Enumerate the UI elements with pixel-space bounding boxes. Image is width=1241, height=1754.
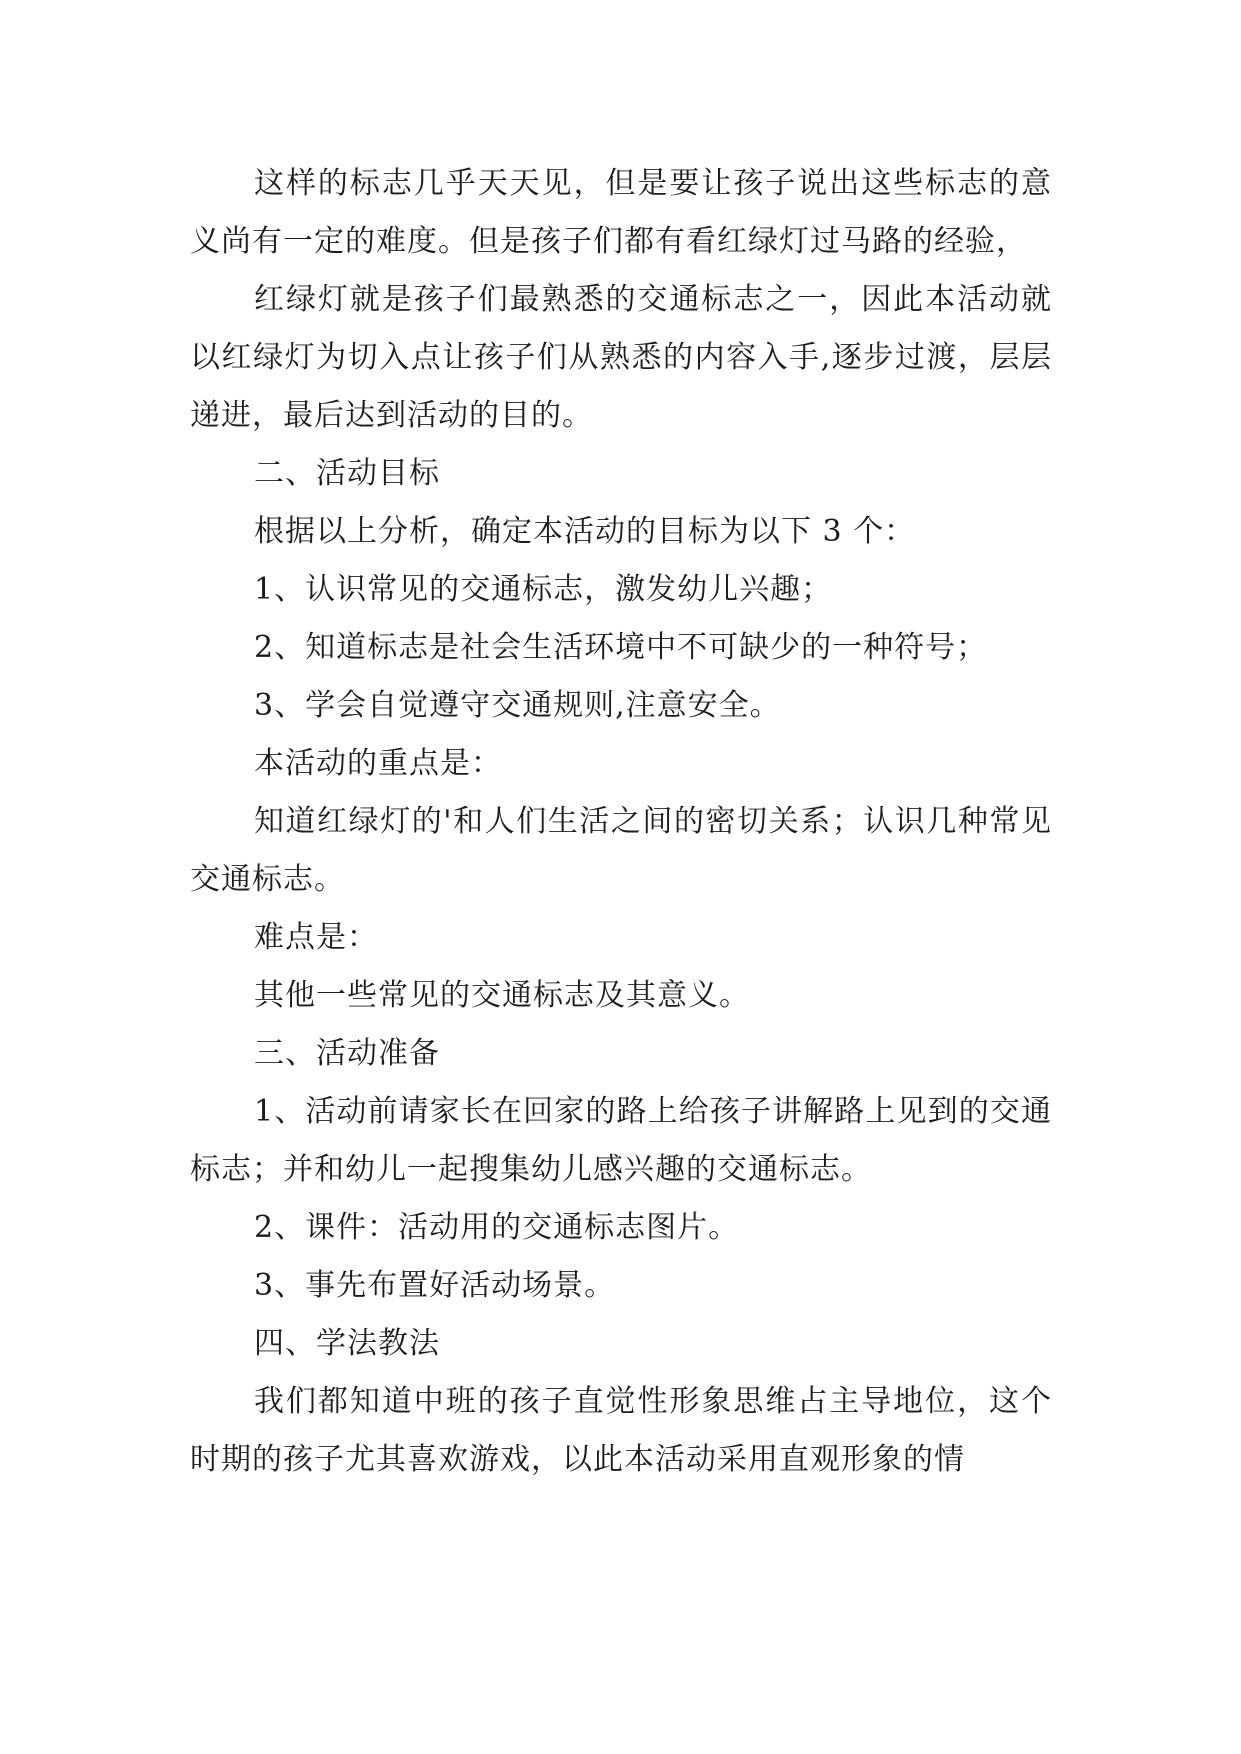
paragraph-methods: 我们都知道中班的孩子直觉性形象思维占主导地位，这个时期的孩子尤其喜欢游戏，以此本活动采用直观形象的情	[190, 1384, 1052, 1477]
goal-item-1: 1、认识常见的交通标志，激发幼儿兴趣；	[254, 572, 833, 607]
document-body	[190, 155, 1052, 1489]
preparation-item-2: 2、课件：活动用的交通标志图片。	[254, 1210, 740, 1245]
paragraph-goals-intro: 根据以上分析，确定本活动的目标为以下 3 个：	[254, 514, 916, 549]
section-heading-goals: 二、活动目标	[254, 456, 440, 491]
paragraph-intro-signs: 这样的标志几乎天天见，但是要让孩子说出这些标志的意义尚有一定的难度。但是孩子们都有看红绿灯过马路的经验，	[190, 166, 1052, 259]
section-heading-preparation: 三、活动准备	[254, 1036, 440, 1071]
goal-item-2: 2、知道标志是社会生活环境中不可缺少的一种符号；	[254, 630, 988, 665]
key-point-label: 本活动的重点是：	[254, 746, 502, 781]
preparation-item-3: 3、事先布置好活动场景。	[254, 1268, 616, 1303]
goal-item-3: 3、学会自觉遵守交通规则,注意安全。	[254, 688, 781, 723]
difficulty-text: 其他一些常见的交通标志及其意义。	[254, 978, 750, 1013]
preparation-item-1: 1、活动前请家长在回家的路上给孩子讲解路上见到的交通标志；并和幼儿一起搜集幼儿感兴趣的交通标志。	[190, 1094, 1052, 1187]
section-heading-methods: 四、学法教法	[254, 1326, 440, 1361]
difficulty-label: 难点是：	[254, 920, 378, 955]
key-point-text: 知道红绿灯的'和人们生活之间的密切关系；认识几种常见交通标志。	[190, 804, 1052, 897]
paragraph-traffic-light: 红绿灯就是孩子们最熟悉的交通标志之一，因此本活动就以红绿灯为切入点让孩子们从熟悉的内容入手,逐步过渡，层层递进，最后达到活动的目的。	[190, 282, 1052, 433]
